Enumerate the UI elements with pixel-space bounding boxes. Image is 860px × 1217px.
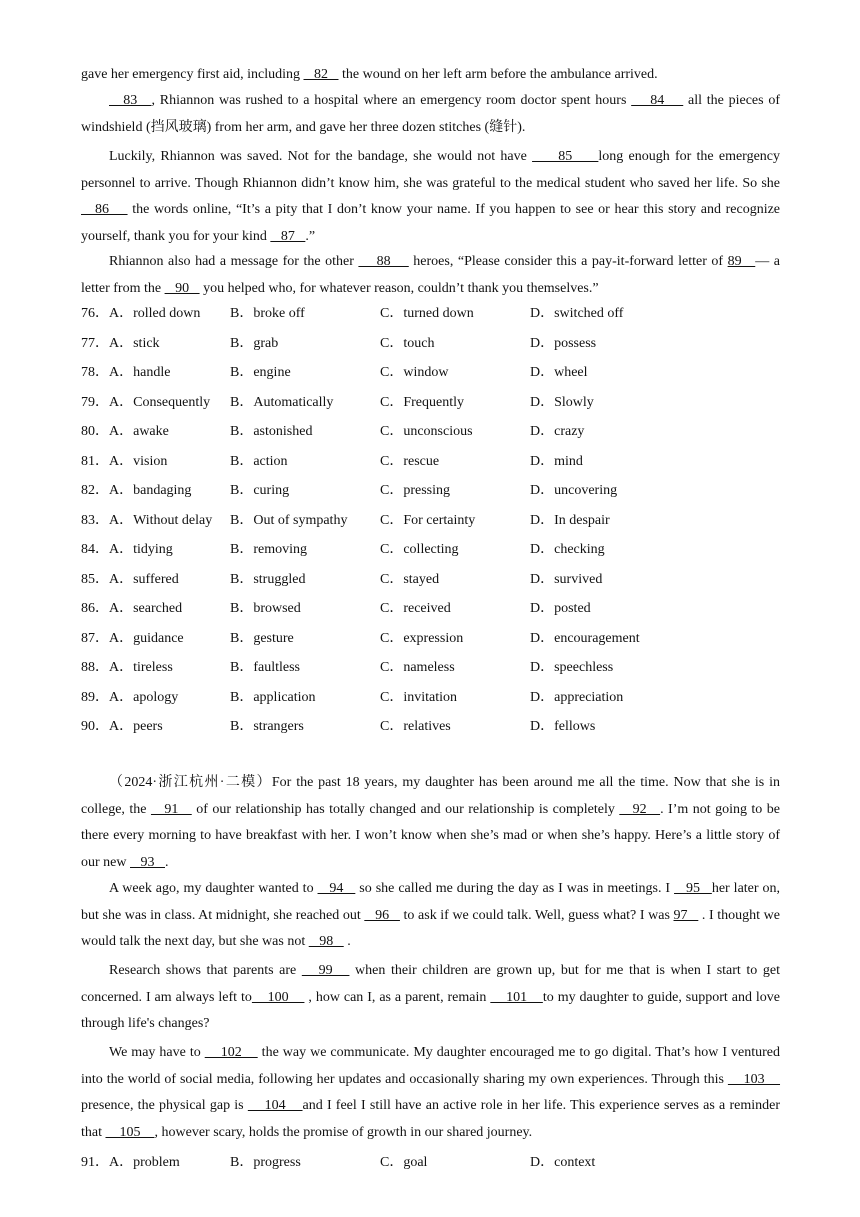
option-b: B．engine — [230, 365, 291, 380]
option-a: 90．A．peers — [81, 719, 163, 734]
passage1-paragraph-3 — [81, 249, 780, 302]
option-d: D．possess — [530, 335, 597, 351]
option-c: C．unconscious — [380, 424, 473, 439]
option-c: C．Frequently — [380, 394, 464, 410]
option-d: D．In despair — [530, 512, 610, 528]
option-d: D．mind — [530, 453, 583, 469]
text: all the pieces of windshield (挡风玻璃) from her arm, and gave her three dozen stitches (缝针). — [81, 93, 780, 135]
passage1-paragraph-0 — [81, 62, 780, 89]
option-d: D．posted — [530, 601, 591, 616]
passage2-paragraph-2 — [81, 958, 780, 1038]
option-c: C．nameless — [380, 660, 455, 675]
option-a: 87．A．guidance — [81, 630, 184, 646]
option-c: C．received — [380, 601, 451, 616]
option-d: D．survived — [530, 571, 603, 587]
passage2-paragraph-3 — [81, 1040, 780, 1146]
option-b: B．grab — [230, 335, 279, 351]
text: .” — [305, 228, 316, 244]
passage1-paragraph-1 — [81, 88, 780, 141]
blank-94: 94 — [317, 881, 356, 896]
option-a: 76．A．rolled down — [81, 306, 201, 321]
option-b: B．progress — [230, 1155, 301, 1170]
text: . — [165, 854, 169, 870]
text: Rhiannon also had a message for the other — [109, 254, 359, 269]
text: , however scary, holds the promise of growth in our shared journey. — [154, 1124, 533, 1140]
option-a: 91．A．problem — [81, 1155, 180, 1170]
blank-89: 89 — [727, 254, 756, 269]
option-d: D．wheel — [530, 365, 588, 380]
option-d: D．encouragement — [530, 630, 640, 646]
blank-105: 105 — [105, 1124, 155, 1140]
option-a: 89．A．apology — [81, 689, 179, 705]
text: heroes, “Please consider this a pay-it-forward letter of — [408, 254, 728, 269]
blank-84: 84 — [631, 93, 684, 108]
option-b: B．curing — [230, 483, 290, 498]
question-91 — [81, 1148, 781, 1178]
question-77 — [81, 329, 781, 359]
blank-97: 97 — [673, 907, 699, 923]
option-d: D．switched off — [530, 306, 624, 321]
blank-83: 83 — [109, 93, 152, 108]
passage2-paragraph-1 — [81, 876, 780, 956]
option-a: 79．A．Consequently — [81, 394, 211, 410]
option-c: C．rescue — [380, 453, 440, 469]
text: when their children are grown up, but for me that is when I start to get concerned. I am always left to — [81, 963, 780, 1005]
option-a: 86．A．searched — [81, 601, 183, 616]
text: . — [343, 934, 351, 949]
blank-103: 103 — [727, 1071, 781, 1087]
question-78 — [81, 358, 781, 388]
option-c: C．stayed — [380, 571, 440, 587]
option-b: B．Automatically — [230, 394, 334, 410]
text: long enough for the emergency personnel to arrive. Though Rhiannon didn’t know him, she was grateful to the medical student who saved her life. So she — [81, 149, 781, 191]
option-b: B．broke off — [230, 306, 305, 321]
blank-96: 96 — [364, 907, 400, 923]
text: you helped who, for whatever reason, couldn’t thank you themselves.” — [199, 280, 599, 296]
question-88 — [81, 653, 781, 683]
blank-100: 100 — [251, 989, 305, 1005]
question-86 — [81, 594, 781, 624]
option-b: B．strangers — [230, 719, 304, 734]
text: the way we communicate. My daughter encouraged me to go digital. That’s how I ventured into the world of social media, following her updates and occasionally sharing my own experiences. Through this — [81, 1045, 780, 1087]
text: the wound on her left arm before the ambulance arrived. — [338, 67, 658, 82]
option-d: D．context — [530, 1155, 596, 1170]
option-d: D．appreciation — [530, 689, 624, 705]
text: . I’m not going to be there every morning to have breakfast with her. I won’t know when she’s mad or when she’s happy. Here’s a little story of our new — [81, 801, 780, 870]
option-a: 80．A．awake — [81, 424, 169, 439]
question-80 — [81, 417, 781, 447]
blank-98: 98 — [308, 934, 344, 949]
text: , how can I, as a parent, remain — [304, 989, 491, 1005]
option-c: C．collecting — [380, 542, 459, 557]
option-c: C．invitation — [380, 689, 457, 705]
passage1-paragraph-2 — [81, 144, 780, 250]
option-b: B．Out of sympathy — [230, 512, 348, 528]
blank-93: 93 — [130, 854, 165, 870]
text: to ask if we could talk. Well, guess what? I was — [399, 907, 674, 923]
question-84 — [81, 535, 781, 565]
option-b: B．faultless — [230, 660, 300, 675]
option-c: C．For certainty — [380, 512, 476, 528]
option-c: C．turned down — [380, 306, 474, 321]
option-a: 82．A．bandaging — [81, 483, 192, 498]
text: to my daughter to guide, support and love through life's changes? — [81, 989, 781, 1031]
blank-104: 104 — [247, 1098, 303, 1113]
blank-92: 92 — [619, 801, 661, 817]
option-a: 77．A．stick — [81, 335, 160, 351]
option-b: B．action — [230, 453, 288, 469]
option-d: D．fellows — [530, 719, 596, 734]
option-b: B．removing — [230, 542, 307, 557]
question-87 — [81, 624, 781, 654]
question-79 — [81, 388, 781, 418]
option-c: C．relatives — [380, 719, 451, 734]
blank-88: 88 — [358, 254, 409, 269]
question-83 — [81, 506, 781, 536]
text: — a letter from the — [81, 254, 781, 296]
options-list-1 — [81, 299, 781, 742]
question-82 — [81, 476, 781, 506]
text: the words online, “It’s a pity that I don’t know your name. If you happen to see or hear this story and recognize yourself, thank you for your kind — [81, 202, 781, 244]
option-a: 85．A．suffered — [81, 571, 179, 587]
question-81 — [81, 447, 781, 477]
option-c: C．touch — [380, 335, 435, 351]
option-d: D．checking — [530, 542, 605, 557]
option-d: D．speechless — [530, 660, 614, 675]
text: and I feel I still have an active role in her life. This experience serves as a reminder that — [81, 1098, 780, 1140]
text: Research shows that parents are — [109, 963, 302, 978]
option-a: 81．A．vision — [81, 453, 168, 469]
options-list-2 — [81, 1148, 781, 1178]
question-89 — [81, 683, 781, 713]
blank-82: 82 — [303, 67, 339, 82]
blank-102: 102 — [204, 1045, 258, 1060]
blank-86: 86 — [81, 202, 128, 217]
option-b: B．browsed — [230, 601, 301, 616]
option-b: B．astonished — [230, 424, 313, 439]
blank-90: 90 — [164, 280, 200, 296]
option-b: B．struggled — [230, 571, 306, 587]
option-a: 88．A．tireless — [81, 660, 173, 675]
text: We may have to — [109, 1045, 205, 1060]
text: （2024·浙江杭州·二模）For the past 18 years, my daughter has been around me all the time. Now that she is in college, the — [81, 775, 780, 817]
blank-87: 87 — [270, 228, 306, 244]
passage2-paragraph-0 — [81, 770, 780, 876]
text: so she called me during the day as I was in meetings. I — [355, 881, 675, 896]
option-c: C．expression — [380, 630, 464, 646]
question-85 — [81, 565, 781, 595]
text: gave her emergency first aid, including — [81, 67, 304, 82]
text: . I thought we would talk the next day, but she was not — [81, 907, 780, 949]
question-76 — [81, 299, 781, 329]
blank-85: 85 — [532, 149, 599, 164]
option-c: C．pressing — [380, 483, 450, 498]
text: of our relationship has totally changed and our relationship is completely — [191, 801, 620, 817]
blank-99: 99 — [301, 963, 350, 978]
question-90 — [81, 712, 781, 742]
text: , Rhiannon was rushed to a hospital where an emergency room doctor spent hours — [151, 93, 632, 108]
blank-91: 91 — [150, 801, 192, 817]
blank-95: 95 — [674, 881, 712, 896]
option-d: D．uncovering — [530, 483, 618, 498]
option-d: D．crazy — [530, 424, 585, 439]
text: her later on, but she was in class. At midnight, she reached out — [81, 881, 781, 923]
text: presence, the physical gap is — [81, 1098, 248, 1113]
option-a: 78．A．handle — [81, 365, 171, 380]
option-a: 84．A．tidying — [81, 542, 173, 557]
option-b: B．gesture — [230, 630, 294, 646]
option-a: 83．A．Without delay — [81, 512, 213, 528]
text: A week ago, my daughter wanted to — [109, 881, 318, 896]
option-b: B．application — [230, 689, 316, 705]
option-d: D．Slowly — [530, 394, 594, 410]
text: Luckily, Rhiannon was saved. Not for the bandage, she would not have — [109, 149, 533, 164]
option-c: C．goal — [380, 1155, 428, 1170]
blank-101: 101 — [490, 989, 543, 1005]
option-c: C．window — [380, 365, 449, 380]
